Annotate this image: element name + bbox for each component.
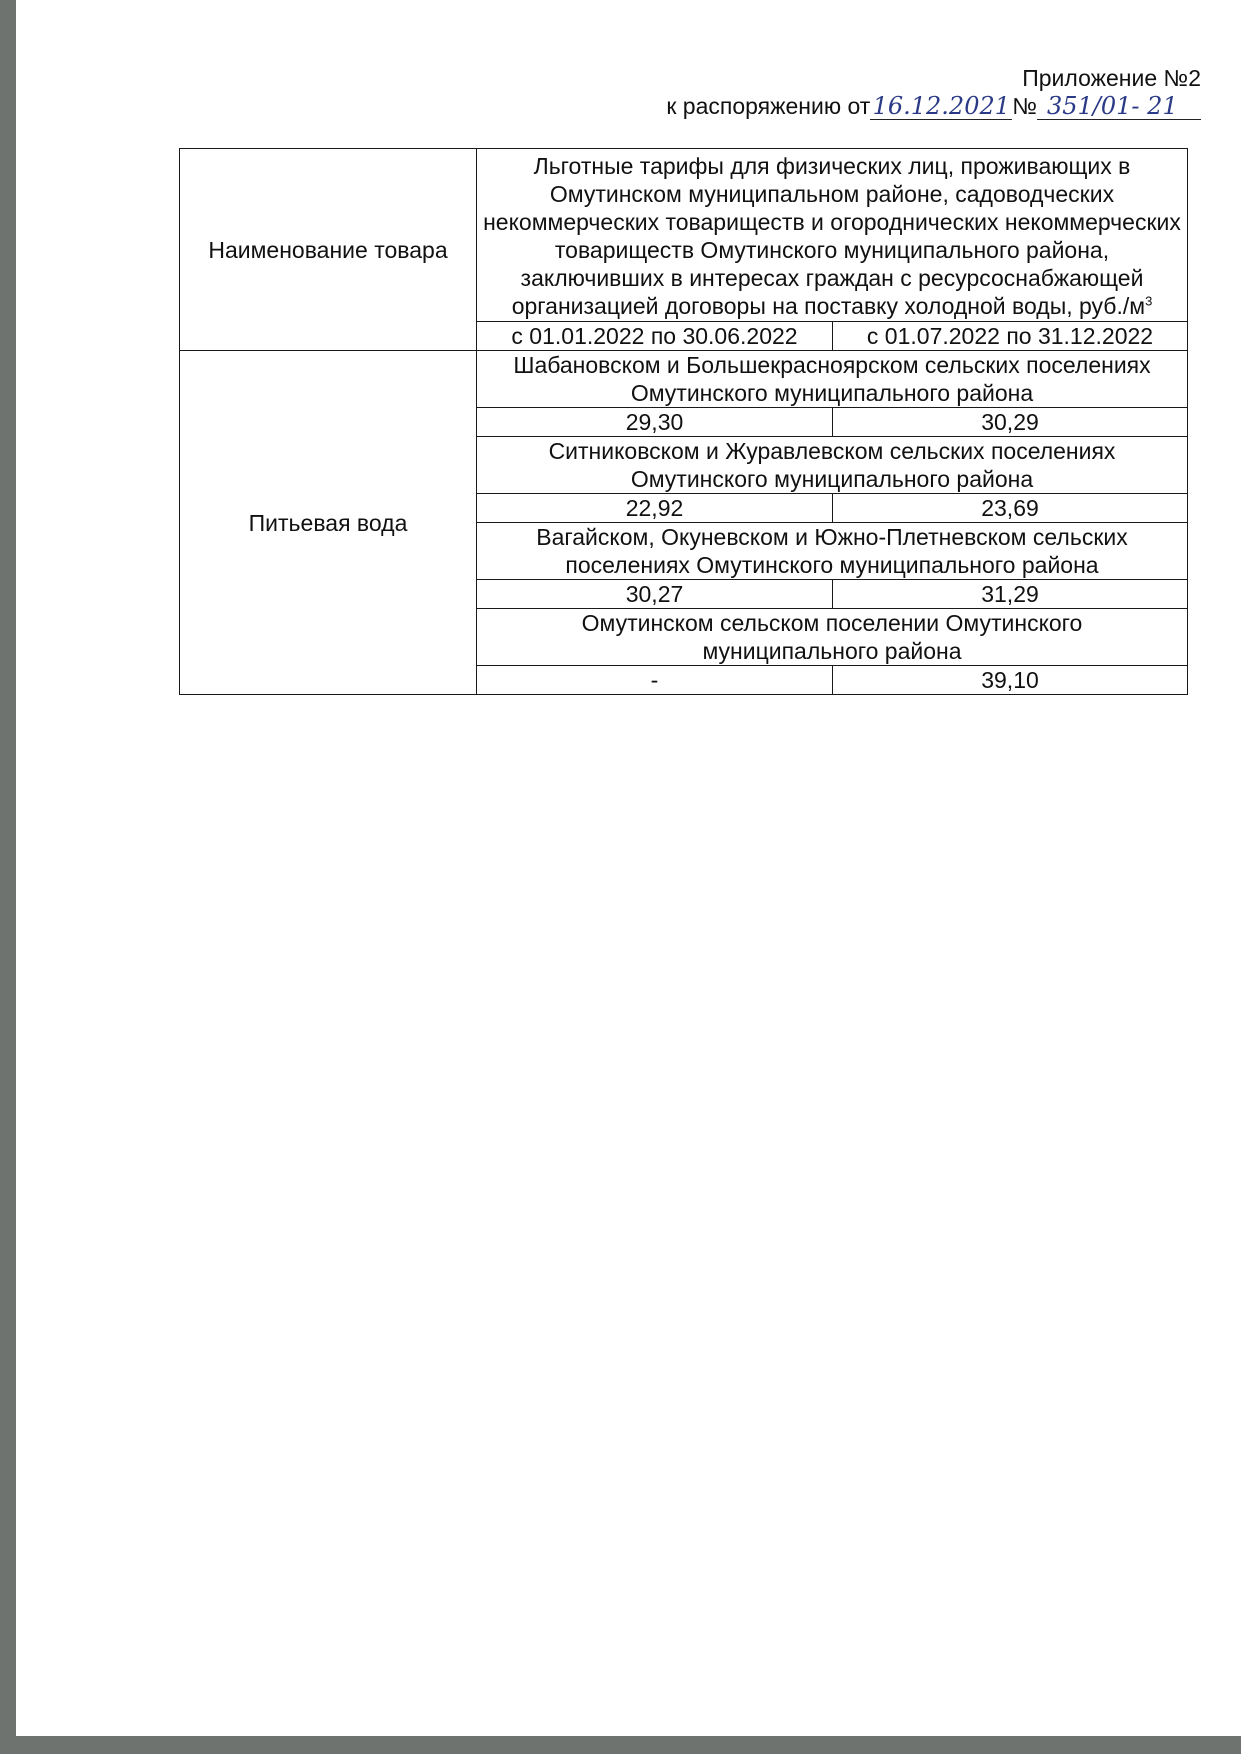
tariff-value-period-1: 29,30 [477, 408, 833, 437]
order-reference [666, 92, 1201, 120]
group-title-row [180, 351, 1188, 408]
table-header-row [180, 149, 1188, 322]
group-title: Шабановском и Большекрасноярском сельских поселениях Омутинского муниципального района [477, 351, 1188, 408]
number-sign: № [1012, 93, 1037, 119]
document-header [666, 64, 1201, 120]
tariff-value-period-2: 23,69 [833, 494, 1188, 523]
group-title: Омутинском сельском поселении Омутинского муниципального района [477, 609, 1188, 666]
period-1: с 01.01.2022 по 30.06.2022 [477, 322, 833, 351]
tariff-value-period-2: 39,10 [833, 666, 1188, 695]
product-name: Питьевая вода [180, 351, 477, 695]
scan-edge-bottom [0, 1736, 1241, 1754]
tariff-value-period-1: - [477, 666, 833, 695]
group-title: Ситниковском и Журавлевском сельских поселениях Омутинского муниципального района [477, 437, 1188, 494]
order-number-handwritten: 351/01- 21 [1037, 93, 1201, 120]
tariff-value-period-2: 30,29 [833, 408, 1188, 437]
scan-edge-left [0, 0, 16, 1754]
tariff-value-period-1: 22,92 [477, 494, 833, 523]
group-title: Вагайском, Окуневском и Южно-Плетневском сельских поселениях Омутинского муниципального района [477, 523, 1188, 580]
appendix-label: Приложение №2 [1022, 65, 1201, 91]
order-prefix: к распоряжению от [666, 93, 871, 119]
unit-superscript: 3 [1145, 293, 1153, 309]
tariff-value-period-1: 30,27 [477, 580, 833, 609]
order-date-handwritten: 16.12.2021 [870, 93, 1012, 120]
tariff-value-period-2: 31,29 [833, 580, 1188, 609]
product-name-header: Наименование товара [180, 149, 477, 351]
period-2: с 01.07.2022 по 31.12.2022 [833, 322, 1188, 351]
tariff-title-cell [477, 149, 1188, 322]
tariff-table [179, 148, 1188, 695]
tariff-title: Льготные тарифы для физических лиц, проживающих в Омутинском муниципальном районе, садоводческих некоммерческих товариществ и огороднических некоммерческих товариществ Омутинского муниципального района, заключивших в интересах граждан с ресурсоснабжающей организацией договоры на поставку холодной воды, руб./м [483, 153, 1181, 319]
